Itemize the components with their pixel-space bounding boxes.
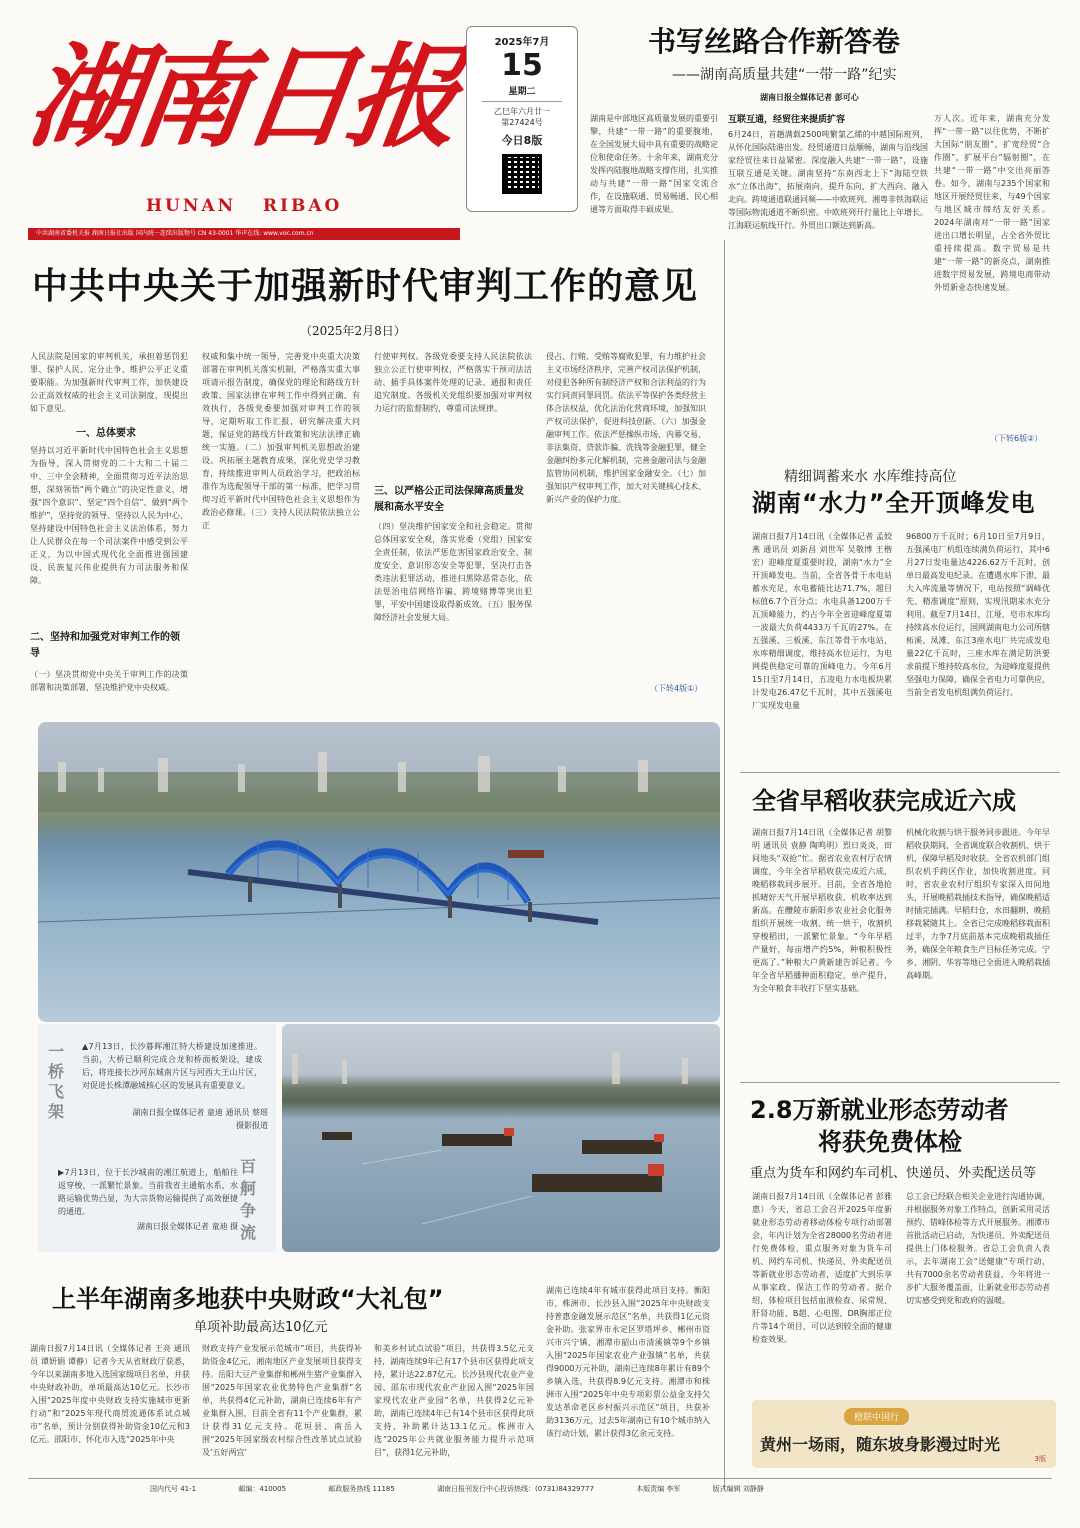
column-divider — [724, 240, 725, 1490]
fiscal-col4: 湖南已连续4年有城市获得此项目支持。衡阳市、株洲市、长沙县入围“2025年中央财政支持普惠金融发展示范区”名单，共获得1亿元资金补助。张家界市永定区罗塔坪乡、郴州市资兴市兴宁镇、湘潭市韶山市清溪镇等9个乡镇入围“2025年国家农业产业强镇”名单，共获得9000万元补助，湖南已连续8年累计有89个乡镇入选，共获得8.9亿元支持。湘潭市和株洲市入围“2025年中央专项彩票公益金支持欠发达革命老区乡村振兴示范区”项目，共获补助3136万元，过去5年湖南已有10个城市纳入该行动计划，累计获得3亿余元支持。 — [546, 1286, 710, 1438]
top-story-byline: 湖南日报全媒体记者 彭可心 — [760, 93, 859, 102]
qr-code-icon[interactable] — [502, 154, 542, 194]
top-story-col2-head: 互联互通，经贸往来提质扩容 — [728, 115, 846, 125]
date-lunar: 乙巳年六月廿一 — [494, 107, 550, 116]
masthead-strip — [28, 228, 460, 240]
jobs-col2: 总工会已经联合相关企业进行沟通协调，并根据服务对象工作特点，创新采用灵活预约、错峰体检等方式开展服务。湘潭市首批活动已启动，为快递员、外卖配送员提供上门体检服务。省总工会负责人表示，去年湖南工会“送健康”专项行动，共有7000余名劳动者获益，今年将进一步扩大服务覆盖面，让新就业形态劳动者切实感受到党和政府的温暖。 — [906, 1192, 1050, 1305]
travel-page: 3版 — [1034, 1455, 1046, 1463]
barges-illustration — [282, 1024, 720, 1252]
lead-date: （2025年2月8日） — [300, 324, 406, 338]
top-story-jump[interactable]: （下转6版②） — [990, 434, 1043, 443]
footer-postcode: 邮编：410005 — [238, 1485, 287, 1493]
caption-panel — [38, 1024, 276, 1252]
bridge-photo[interactable] — [38, 722, 720, 1022]
lead-jump[interactable]: （下转4版①） — [650, 684, 703, 693]
fiscal-title[interactable]: 上半年湖南多地获中央财政“大礼包” — [52, 1285, 444, 1313]
lead-col2: 权威和集中统一领导，完善党中央重大决策部署在审判机关落实机制，严格落实重大事项请示报告制度，确保党的理论和路线方针政策、国家法律在审判工作中得到正确、有效执行，各级党委要加强对审判工作的领导，定期听取工作汇报，研究解决重大问题，保证党的路线方针政策和宪法法律正确统一实施。（二）加强审判机关思想政治建设。巩拓展主题教育成果，深化党史学习教育，持续推进审判人员政治学习，把政治标准作为选配领导干部的第一标准，把学习贯彻习近平新时代中国特色社会主义思想作为政治必修课。（三）支持人民法院依法独立公正 — [202, 352, 360, 530]
lead-section1: 一、总体要求 — [76, 428, 136, 439]
travel-badge: 橙联中国行 — [844, 1408, 909, 1425]
lead-col1-tail: （一）坚决贯彻党中央关于审判工作的决策部署和决策部署，坚决维护党中央权威。 — [30, 670, 188, 692]
date-weekday: 星期二 — [508, 87, 536, 97]
date-day: 15 — [501, 48, 543, 83]
caption2-credit: 湖南日报全媒体记者 童迪 摄 — [136, 1222, 238, 1231]
fiscal-col3: 和美乡村试点试验”项目，共获得3.5亿元支持，湖南连续9年已有17个县市区获得此项支持，累计达22.87亿元。长沙县现代农业产业园、邵东市现代农业产业园入围“2025年国家现代农业产业园”名单，共获得2亿元补助，湖南已连续4年已有14个县市区获得此项支持，补助累计达13.1亿元。株洲市入选“2025年公共就业服务能力提升示范项目”，获得1亿元补助， — [374, 1344, 534, 1457]
lead-col3-body: （四）坚决维护国家安全和社会稳定。贯彻总体国家安全观，落实党委（党组）国家安全责任制，依法严惩危害国家政治安全、制度安全、意识形态安全等犯罪，坚决打击各类违法犯罪活动，推进扫黑除恶常态化，依法惩治电信网络诈骗、跨境赌博等突出犯罪，平安中国建设取得新成效。（五）服务保障经济社会发展大局。 — [374, 522, 532, 622]
footer-code: 国内代号 41-1 — [150, 1485, 197, 1493]
masthead-logo — [20, 18, 464, 198]
rice-col2: 机械化收割与烘干服务同步跟进。今年早稻收获期间，全省调度联合收割机、烘干机，保障早稻及时收获。全省农机部门组织农机手跨区作业，加快收割进度。同时，省农业农村厅组织专家深入田间地头，开展晚稻栽插技术指导，确保晚稻适时插完插满。早稻归仓，水田翻耕，晚稻移栽紧随其上。全省已完成晚稻移栽面积过半，力争7月底前基本完成晚稻栽插任务，确保全年粮食生产目标任务完成。宁乡、湘阴、华容等地已全面进入晚稻栽插高峰期。 — [906, 828, 1050, 980]
water-col1: 湖南日报7月14日讯（全媒体记者 孟姣燕 通讯员 刘新昌 刘世军 吴敬博 王楷宏）迎峰度夏重要时段，湖南“水力”全开顶峰发电。当前，全省各骨干水电站蓄水充足，水电蓄能比达71.7%，超目标值6.7个百分点；水电具备1200万千瓦顶峰能力，约占今年全省迎峰度夏第一波最大负荷4433万千瓦的27%。在五强溪、三板溪、东江等骨干水电站，水库精细调度，维持高水位运行，为电网提供稳定可靠的顶峰电力。今年6月15日至7月14日，五凌电力水电板块累计发电26.47亿千瓦时，其中五强溪电厂实现发电量 — [752, 532, 892, 710]
jobs-title-line2[interactable]: 将获免费体检 — [818, 1128, 962, 1156]
travel-promo[interactable] — [752, 1400, 1056, 1468]
lead-col1-intro: 人民法院是国家的审判机关，承担着惩罚犯罪、保护人民、定分止争、维护公平正义重要职能。为加强新时代审判工作，加快建设公正高效权威的社会主义司法制度，现提出如下意见。 — [30, 352, 188, 413]
lead-section2: 二、坚持和加强党对审判工作的领导 — [30, 632, 180, 659]
lead-col1-body: 坚持以习近平新时代中国特色社会主义思想为指导，深入贯彻党的二十大和二十届二中、三中全会精神，全面贯彻习近平法治思想，深刻领悟“两个确立”的决定性意义，增强“四个意识”、坚定“四个自信”、做到“两个维护”，坚持党的领导、坚持以人民为中心、坚持建设中国特色社会主义法治体系，努力让人民群众在每一个司法案件中感受到公平正义，为以中国式现代化全面推进强国建设、民族复兴伟业提供有力司法服务和保障。 — [30, 446, 188, 585]
footer-editor: 本版责编 李军 — [636, 1485, 681, 1493]
barges-photo[interactable] — [282, 1024, 720, 1252]
top-story-subtitle: ——湖南高质量共建“一带一路”纪实 — [672, 67, 897, 83]
jobs-subtitle: 重点为货车和网约车司机、快递员、外卖配送员等 — [750, 1166, 1037, 1181]
water-col2: 96800万千瓦时；6月10日至7月9日，五强溪电厂机组连续满负荷运行，其中6月27日发电量达4226.62万千瓦时，创单日最高发电纪录。在遭遇水库下泄、最大入库流量等情况下，电站按照“调峰优先、精准调度”原则，实现汛期来水充分利用。截至7月14日，江垭、皂市水库均持续高水位运行，国网湖南电力公司所辖柘溪、凤滩、东江3座水电厂共完成发电量22亿千瓦时，三座水库在满足防洪要求前提下维持较高水位，为迎峰度夏提供坚强电力保障，确保全省电力可靠供应，当前全省发电机组满负荷运行。 — [906, 532, 1050, 697]
jobs-col1: 湖南日报7月14日讯（全媒体记者 彭雅惠）今天，省总工会召开2025年度新就业形态劳动者移动体检专项行动部署会，年内计划为全省28000名劳动者进行免费体检，重点服务对象为货车司机、网约车司机、快递员、外卖配送员等新就业形态劳动者，适度扩大到乐享从事家政、保洁工作的劳动者。据介绍，体检项目包括血液检查、尿常规、肝肾功能、B超、心电图、DR胸部正位片等14个项目，可以达到较全面的健康检查效果。 — [752, 1192, 892, 1344]
fiscal-col1: 湖南日报7月14日讯（全媒体记者 王亮 通讯员 谭妍娟 谭静）记者今天从省财政厅获悉，今年以来湖南多地入选国家级项目名单，并获中央财政补助，单项最高达10亿元。长沙市入围“2025年度中央财政支持实施城市更新行动”和“2025年现代商贸流通体系试点城市”名单，预计分别获得补助资金10亿元和3亿元。邵阳市、怀化市入选“2025年中央 — [30, 1344, 190, 1444]
lead-title[interactable]: 中共中央关于加强新时代审判工作的意见 — [32, 266, 699, 307]
masthead-strip-text: 中共湖南省委机关报 湖南日报社出版 国内统一连续出版物号 CN 43-0001 华声在线: www.voc.com.cn — [36, 230, 314, 237]
top-story-col3: 万人次。近年来，湖南充分发挥“一带一路”以往优势，不断扩大国际“朋友圈”，扩宽经贸“合作圈”，扩展平台“辐射圈”，在共建“一带一路”中交出亮丽答卷。如今，湖南与235个国家和地区开展经贸往来，与49个国家与地区城市缔结友好关系。2024年湖南对“一带一路”国家进出口增长明显，占全省外贸比重持续提高。数字贸易是共建“一带一路”的新亮点，湖南推进数字贸易发展，跨境电商带动外贸新业态快速发展。 — [934, 114, 1050, 292]
caption-text: ▲7月13日，长沙暮晖湘江特大桥建设加速推进。当前，大桥已顺利完成合龙和桥面板架设，建成后，将连接长沙河东城南片区与河西大王山片区，对促进长株潭融城核心区的发展具有重要意义。 — [82, 1042, 262, 1090]
caption2-text: ▶7月13日，位于长沙城南的湘江航道上，船舶往返穿梭，一派繁忙景象。当前我省主通航水系，水路运输优势凸显，为大宗货物运输提供了高效便捷的通道。 — [58, 1168, 238, 1216]
masthead-title: 湖南日报 — [20, 32, 464, 163]
water-title[interactable]: 湖南“水力”全开顶峰发电 — [752, 489, 1036, 517]
lead-col3: 行使审判权。各级党委要支持人民法院依法独立公正行使审判权，严格落实干预司法活动、插手具体案件处理的记录、通报和责任追究制度。各级机关党组织要加强对审判权力运行的监督制约，尊重司法规律。 — [374, 352, 532, 413]
footer-layout-editor: 版式编辑 刘静静 — [712, 1485, 764, 1493]
footer — [150, 1482, 1050, 1496]
footer-hotline: 邮政服务热线 11185 — [328, 1485, 395, 1493]
fiscal-subtitle: 单项补助最高达10亿元 — [194, 1320, 328, 1335]
masthead-pinyin: HUNAN RIBAO — [146, 196, 343, 216]
footer-complaint: 湖南日报刊发行中心投诉热线：(0731)84329777 — [437, 1485, 594, 1493]
water-kicker: 精细调蓄来水 水库维持高位 — [784, 469, 957, 485]
lead-col4: 侵占、行贿、受贿等腐败犯罪，有力维护社会主义市场经济秩序，完善产权司法保护机制，对侵犯各种所有制经济产权和合法利益的行为实行同责同罪同罚。依法平等保护各类经营主体合法权益，优化法治化营商环境，加强知识产权司法保护，促进科技创新。（六）加强金融审判工作。依法严惩操纵市场、内幕交易、非法集资、贷款诈骗、洗钱等金融犯罪，健全金融纠纷多元化解机制，完善金融司法与金融监管协同机制，维护国家金融安全。（七）加强知识产权审判工作，加大对关键核心技术、新兴产业的保护力度。 — [546, 352, 706, 504]
caption-credit: 湖南日报全媒体记者 童迪 通讯员 蔡瑶 摄影报道 — [132, 1108, 268, 1130]
issue-number: 第27424号 — [501, 118, 543, 127]
caption2-title: 百舸争流 — [240, 1157, 257, 1242]
top-story-col1: 湖南是中部地区高质量发展的重要引擎，共建“一带一路”的重要腹地，在全国发展大局中具有重要的战略定位和使命任务。十余年来，湖南充分发挥内陆腹地战略支撑作用，扎实推动与共建“一带一路”国家交流合作，在设施联通、贸易畅通、民心相通等方面取得丰硕成果。 — [590, 114, 718, 214]
fiscal-col2: 财政支持产业发展示范城市”项目，共获得补助资金4亿元，湘南地区产业发展项目获得支持。岳阳大豆产业集群和郴州生猪产业集群入围“2025年国家农业优势特色产业集群”名单，共获得4亿元补助，湖南已连续6年有产业集群入围，目前全省有11个产业集群，累计获得31亿元支持。花垣县、南岳入围“2025年国家级农村综合性改革试点试验及‘五好两宜’ — [202, 1344, 362, 1457]
caption-title: 一桥飞架 — [48, 1042, 65, 1121]
bridge-illustration — [38, 722, 720, 1022]
lead-section3: 三、以严格公正司法保障高质量发展和高水平安全 — [374, 486, 524, 513]
date-year-month: 2025年7月 — [494, 37, 550, 48]
rice-title[interactable]: 全省早稻收获完成近六成 — [752, 787, 1016, 815]
jobs-title-line1[interactable]: 2.8万新就业形态劳动者 — [750, 1096, 1009, 1124]
travel-title: 黄州一场雨，随东坡身影漫过时光 — [760, 1435, 1001, 1454]
page-count: 今日8版 — [501, 134, 543, 147]
date-box — [466, 26, 578, 212]
top-story-title[interactable]: 书写丝路合作新答卷 — [648, 25, 901, 58]
rice-col1: 湖南日报7月14日讯（全媒体记者 胡黎明 通讯员 袁静 陶鸣明）烈日炎炎，田间地头“双抢”忙。据省农业农村厅农情调度，今年全省早稻收获完成近六成，晚稻移栽同步展开。目前，全省各地抢抓晴好天气开展早稻收获，机收率达到新高。在醴陵市新阳乡农业社会化服务组织开展统一收割、统一烘干，收割机穿梭稻田，一派繁忙景象。“今年早稻产量好，每亩增产约5%，种粮积极性更高了。”种粮大户黄新建告诉记者。今年全省早稻播种面积稳定，单产提升，为全年粮食丰收打下坚实基础。 — [752, 828, 892, 993]
top-story-col2: 6月24日，首趟满载2500吨繁氯乙烯的中越国际班列，从怀化国际陆港出发。经贸通道日益顺畅，湖南与沿线国家经贸往来日益紧密。深度融入共建“一带一路”，设施互联互通是关键。湖南坚持“东南西北上下”海陆空铁水“立体出海”，拓展南向、提升东向、扩大西向、融入北向。跨境通道联通同频——中欧班列、湘粤非铁海联运等国际物流通道不断织密。中欧班列开行量比上年增长。江海联运航线开行。外贸出口额达到新高。 — [728, 130, 928, 230]
